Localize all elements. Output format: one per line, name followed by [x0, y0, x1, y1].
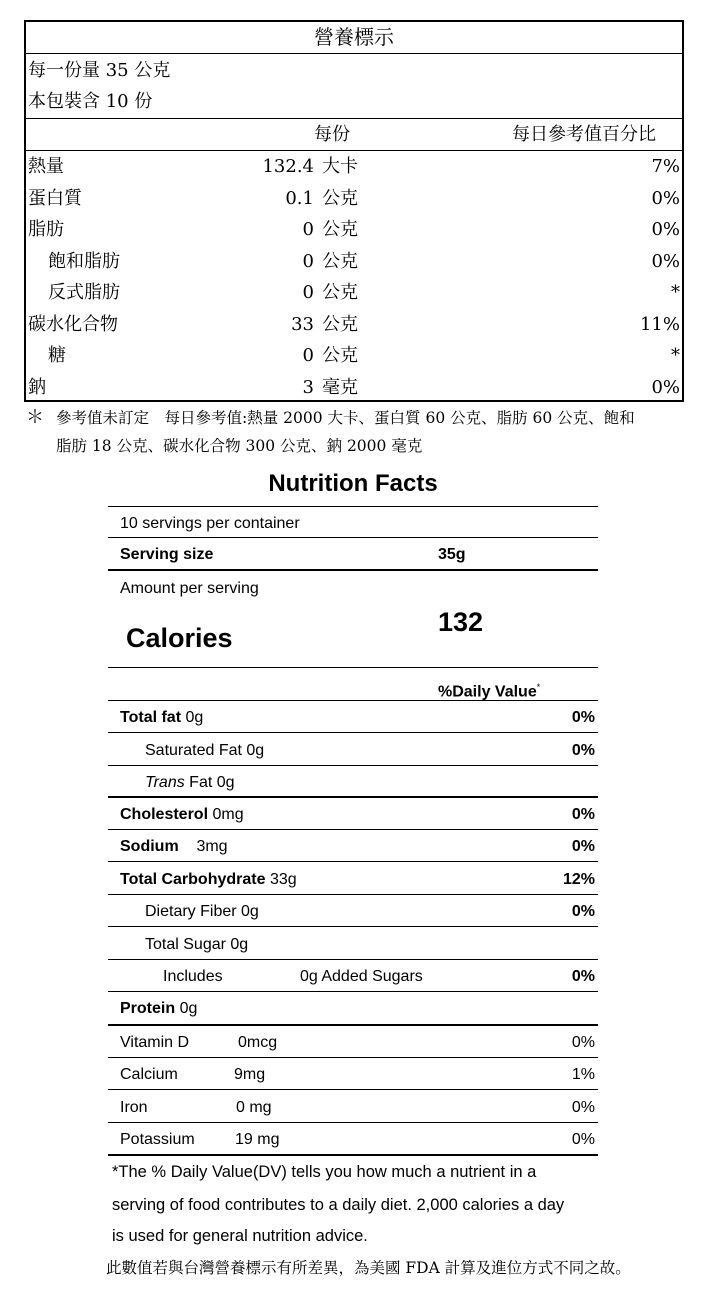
divider	[108, 796, 598, 798]
footnote-line-3: is used for general nutrition advice.	[112, 1227, 368, 1245]
tw-unit: 公克	[322, 188, 358, 209]
added-sugars-dv: 0%	[571, 968, 595, 985]
calories-value: 132	[438, 607, 484, 637]
tw-unit: 毫克	[322, 377, 358, 398]
tw-dv: 0%	[651, 188, 680, 209]
divider	[108, 1154, 598, 1156]
divider	[108, 894, 598, 895]
cholesterol-label: Cholesterol	[120, 806, 209, 823]
total-fat-dv: 0%	[571, 709, 595, 726]
tw-nutrient-name: 碳水化合物	[28, 314, 118, 335]
tw-amount: 0	[302, 251, 314, 272]
tw-amount: 132.4	[262, 156, 314, 177]
tw-nutrient-name: 熱量	[28, 156, 64, 177]
trans-fat	[145, 773, 235, 793]
serving-size-value: 35g	[438, 546, 466, 563]
tw-nutrient-name: 蛋白質	[28, 188, 82, 209]
daily-value-star: *	[536, 682, 541, 692]
footnote-line-1: *The % Daily Value(DV) tells you how much a nutrient in a	[112, 1163, 537, 1181]
total-carbohydrate-label: Total Carbohydrate	[120, 871, 266, 888]
tw-amount: 3	[302, 377, 314, 398]
dietary-fiber: Dietary Fiber 0g	[145, 903, 259, 920]
divider	[108, 959, 598, 960]
serving-size-label: Serving size	[120, 546, 214, 563]
divider	[108, 1057, 598, 1058]
sodium-dv: 0%	[571, 838, 595, 855]
divider	[108, 1122, 598, 1123]
servings-per-container: 10 servings per container	[120, 515, 300, 532]
divider	[108, 537, 598, 538]
tw-dv: *	[671, 345, 680, 366]
tw-dv: 0%	[651, 219, 680, 240]
sodium-label: Sodium	[120, 838, 179, 855]
tw-amount: 0.1	[285, 188, 314, 209]
tw-dv: *	[671, 282, 680, 303]
daily-value-header	[438, 677, 540, 702]
divider	[108, 700, 598, 701]
divider	[108, 926, 598, 927]
amount-per-serving: Amount per serving	[120, 580, 259, 597]
tw-unit: 公克	[322, 345, 358, 366]
iron-dv: 0%	[571, 1099, 595, 1116]
includes-label: Includes	[163, 968, 223, 985]
asterisk-icon: ＊	[26, 407, 44, 428]
total-fat-row	[120, 708, 203, 728]
dietary-fiber-dv: 0%	[571, 903, 595, 920]
tw-footnote-line-2: 脂肪 18 公克、碳水化合物 300 公克、鈉 2000 毫克	[56, 437, 423, 455]
iron-label: Iron	[120, 1099, 148, 1116]
tw-servings-per-package: 本包裝含 10 份	[28, 91, 153, 112]
tw-col-daily-value: 每日參考值百分比	[512, 124, 656, 145]
tw-unit: 公克	[322, 219, 358, 240]
tw-serving-size: 每一份量 35 公克	[28, 60, 171, 81]
tw-unit: 公克	[322, 314, 358, 335]
divider	[108, 569, 598, 571]
divider	[108, 1089, 598, 1090]
fda-difference-note: 此數值若與台灣營養標示有所差異，為美國 FDA 計算及進位方式不同之故。	[106, 1259, 631, 1277]
calories-label: Calories	[126, 623, 233, 653]
tw-dv: 0%	[651, 377, 680, 398]
divider	[108, 991, 598, 992]
divider	[108, 829, 598, 830]
daily-value-header-text: %Daily Value	[438, 683, 537, 701]
sodium-row	[120, 837, 228, 857]
protein-label: Protein	[120, 1000, 176, 1017]
trans-fat-italic: Trans	[145, 774, 185, 791]
tw-footnote-line-1: 參考值未訂定 每日參考值:熱量 2000 大卡、蛋白質 60 公克、脂肪 60 公克、飽和	[56, 409, 635, 427]
divider	[108, 765, 598, 766]
divider	[108, 506, 598, 507]
cholesterol-dv: 0%	[571, 806, 595, 823]
tw-col-per-serving: 每份	[314, 124, 350, 145]
tw-amount: 33	[291, 314, 314, 335]
sodium-value: 3mg	[196, 838, 228, 855]
protein-row	[120, 999, 197, 1019]
calcium-label: Calcium	[120, 1066, 178, 1083]
tw-dv: 7%	[651, 156, 680, 177]
tw-nutrient-name: 脂肪	[28, 219, 64, 240]
total-carbohydrate-dv: 12%	[562, 871, 595, 888]
potassium-dv: 0%	[571, 1131, 595, 1148]
total-fat-value: 0g	[185, 709, 204, 726]
tw-title: 營養標示	[314, 25, 394, 49]
tw-amount: 0	[302, 282, 314, 303]
tw-nutrient-name: 鈉	[28, 377, 46, 398]
protein-value: 0g	[179, 1000, 198, 1017]
tw-unit: 公克	[322, 282, 358, 303]
tw-nutrient-name: 糖	[48, 345, 66, 366]
total-sugar: Total Sugar 0g	[145, 936, 249, 953]
total-fat-label: Total fat	[120, 709, 182, 726]
tw-amount: 0	[302, 345, 314, 366]
vitamin-d-label: Vitamin D	[120, 1034, 190, 1051]
tw-dv: 0%	[651, 251, 680, 272]
trans-fat-rest: Fat 0g	[184, 774, 235, 791]
vitamin-d-dv: 0%	[571, 1034, 595, 1051]
potassium-value: 19 mg	[235, 1131, 280, 1148]
tw-dv: 11%	[639, 314, 680, 335]
potassium-label: Potassium	[120, 1131, 195, 1148]
tw-unit: 大卡	[322, 156, 358, 177]
nf-title: Nutrition Facts	[268, 470, 438, 497]
divider	[108, 1024, 598, 1026]
divider	[108, 732, 598, 733]
total-carbohydrate-row	[120, 870, 297, 890]
tw-nutrient-name: 飽和脂肪	[48, 251, 120, 272]
divider	[108, 667, 598, 668]
vitamin-d-value: 0mcg	[238, 1034, 278, 1051]
divider	[108, 861, 598, 862]
calcium-value: 9mg	[234, 1066, 266, 1083]
calcium-dv: 1%	[571, 1066, 595, 1083]
cholesterol-row	[120, 805, 244, 825]
tw-unit: 公克	[322, 251, 358, 272]
tw-nutrient-name: 反式脂肪	[48, 282, 120, 303]
total-carbohydrate-value: 33g	[269, 871, 297, 888]
saturated-fat-dv: 0%	[571, 742, 595, 759]
tw-amount: 0	[302, 219, 314, 240]
footnote-line-2: serving of food contributes to a daily diet. 2,000 calories a day	[112, 1196, 565, 1214]
added-sugars: 0g Added Sugars	[300, 968, 423, 985]
saturated-fat: Saturated Fat 0g	[145, 742, 265, 759]
cholesterol-value: 0mg	[212, 806, 244, 823]
iron-value: 0 mg	[236, 1099, 272, 1116]
